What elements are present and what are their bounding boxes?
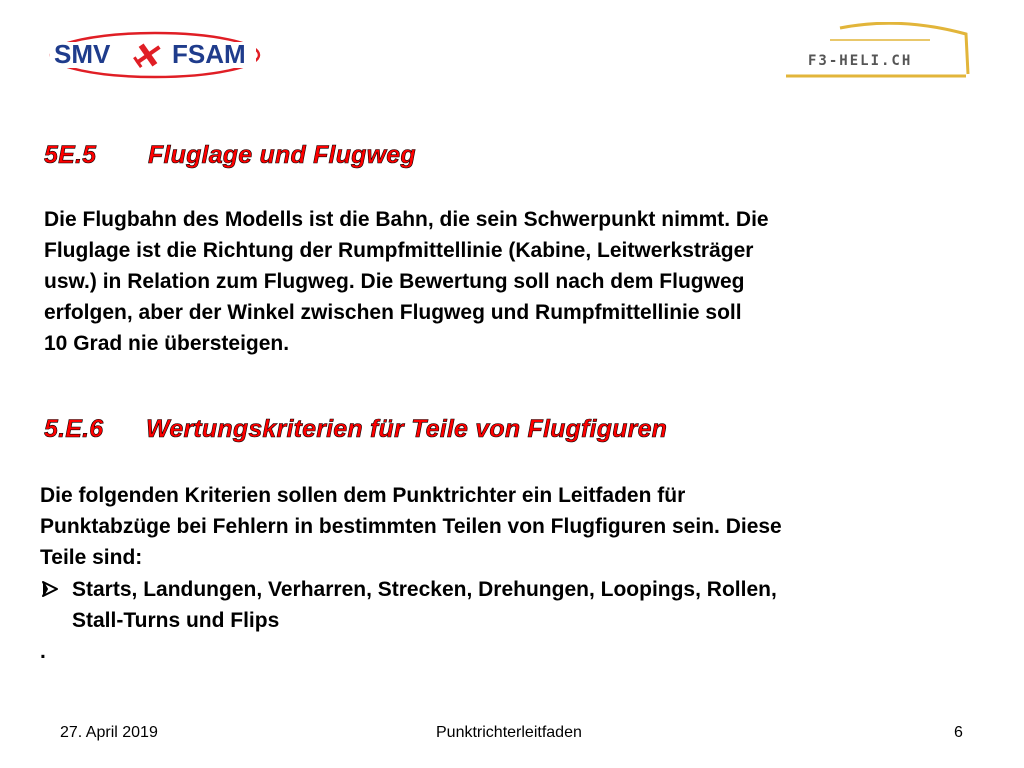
smv-fsam-logo xyxy=(48,30,263,80)
footer-date: 27. April 2019 xyxy=(60,724,158,741)
arrow-bullet-icon xyxy=(40,579,60,599)
footer-title: Punktrichterleitfaden xyxy=(436,724,582,741)
section-5e5-heading xyxy=(44,141,416,170)
section-number: 5.E.6 xyxy=(44,415,104,443)
bullet-item xyxy=(40,574,777,636)
paragraph-line: usw.) in Relation zum Flugweg. Die Bewertung soll nach dem Flugweg xyxy=(44,270,745,293)
paragraph-line: erfolgen, aber der Winkel zwischen Flugweg und Rumpfmittellinie soll xyxy=(44,301,742,324)
logo-f3-text: F3-HELI.CH xyxy=(808,53,913,69)
logo-smv-text: SMV xyxy=(54,39,111,69)
paragraph-line: Die Flugbahn des Modells ist die Bahn, die sein Schwerpunkt nimmt. Die xyxy=(44,208,769,231)
paragraph-line: Teile sind: xyxy=(40,546,143,569)
logo-fsam-text: FSAM xyxy=(172,39,246,69)
section-number: 5E.5 xyxy=(44,141,97,169)
f3-heli-logo xyxy=(780,22,980,84)
paragraph-line: Die folgenden Kriterien sollen dem Punktrichter ein Leitfaden für xyxy=(40,484,686,507)
footer-page-number: 6 xyxy=(954,724,963,741)
trailing-dot: . xyxy=(40,640,46,663)
paragraph-line: 10 Grad nie übersteigen. xyxy=(44,332,290,355)
bullet-line: Starts, Landungen, Verharren, Strecken, Drehungen, Loopings, Rollen, xyxy=(72,578,777,601)
bullet-line: Stall-Turns und Flips xyxy=(72,609,280,632)
section-5e5-paragraph xyxy=(44,204,769,359)
section-title: Fluglage und Flugweg xyxy=(148,141,416,169)
paragraph-line: Punktabzüge bei Fehlern in bestimmten Teilen von Flugfiguren sein. Diese xyxy=(40,515,782,538)
section-5e6-paragraph xyxy=(40,480,782,573)
section-5e6-heading xyxy=(44,415,667,444)
section-title: Wertungskriterien für Teile von Flugfiguren xyxy=(146,415,668,443)
paragraph-line: Fluglage ist die Richtung der Rumpfmittellinie (Kabine, Leitwerksträger xyxy=(44,239,754,262)
